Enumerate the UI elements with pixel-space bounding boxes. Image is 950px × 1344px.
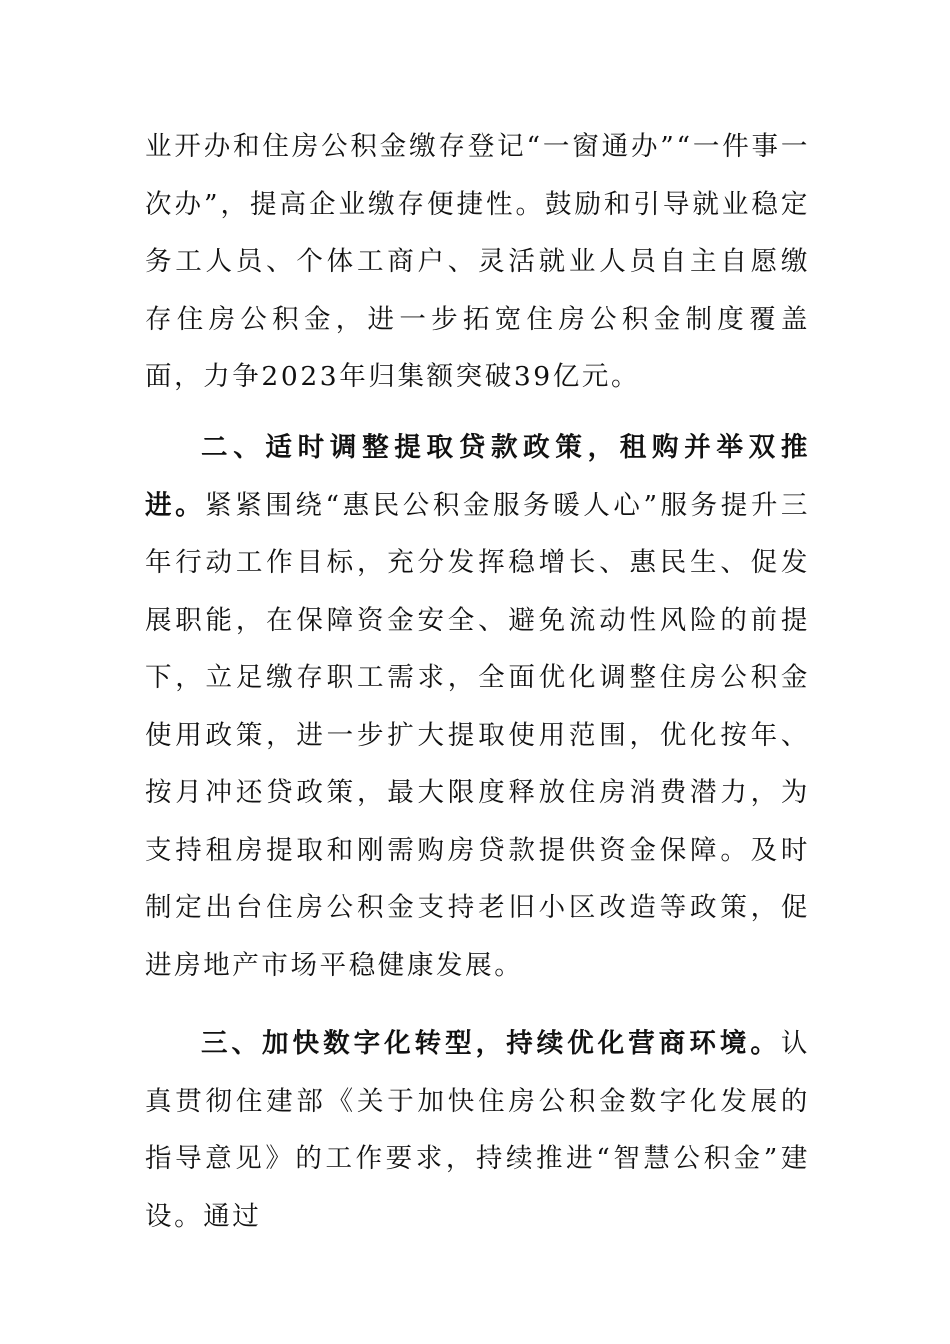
paragraph-3-body: 认真贯彻住建部《关于加快住房公积金数字化发展的指导意见》的工作要求，持续推进“智慧公积金”建设。通过 <box>145 1028 810 1232</box>
paragraph-1-text: 业开办和住房公积金缴存登记“一窗通办”“一件事一次办”，提高企业缴存便捷性。鼓励和引导就业稳定务工人员、个体工商户、灵活就业人员自主自愿缴存住房公积金，进一步拓宽住房公积金制度覆盖面，力争2023年归集额突破39亿元。 <box>145 131 810 392</box>
paragraph-3-heading: 三、加快数字化转型，持续优化营商环境。 <box>201 1028 781 1059</box>
paragraph-2-heading: 二、适时调整提取贷款政策，租购并举双推进。 <box>145 432 810 521</box>
paragraph-2 <box>145 419 810 994</box>
paragraph-2-body: 紧紧围绕“惠民公积金服务暖人心”服务提升三年行动工作目标，充分发挥稳增长、惠民生、促发展职能，在保障资金安全、避免流动性风险的前提下，立足缴存职工需求，全面优化调整住房公积金使用政策，进一步扩大提取使用范围，优化按年、按月冲还贷政策，最大限度释放住房消费潜力，为支持租房提取和刚需购房贷款提供资金保障。及时制定出台住房公积金支持老旧小区改造等政策，促进房地产市场平稳健康发展。 <box>145 489 810 981</box>
paragraph-1 <box>145 118 810 406</box>
paragraph-3 <box>145 1015 810 1245</box>
